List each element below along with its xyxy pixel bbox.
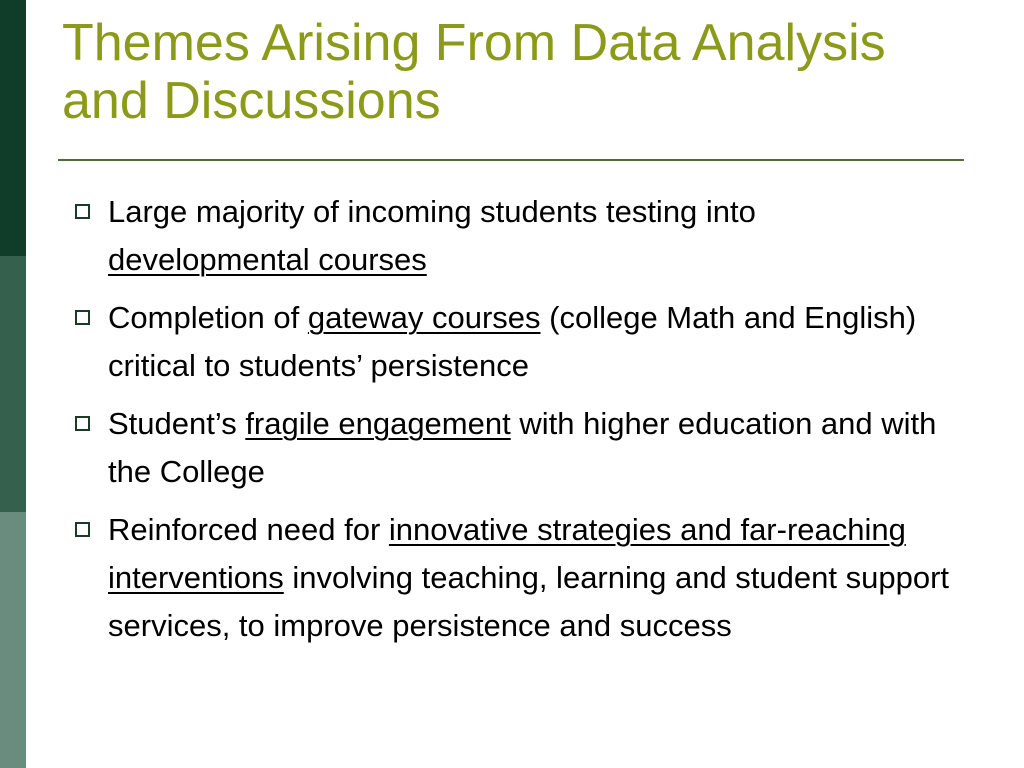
- bullet-item: [70, 188, 960, 284]
- hollow-square-bullet-icon: [75, 204, 90, 219]
- hollow-square-bullet-icon: [75, 416, 90, 431]
- bullet-text: involving teaching, learning and student support services, to improve persistence and success: [108, 560, 950, 643]
- side-accent-segment-light: [0, 512, 26, 768]
- bullet-text: with higher education and with the College: [108, 406, 937, 489]
- title-divider: [58, 159, 964, 161]
- bullet-text: Reinforced need for: [108, 512, 389, 547]
- side-accent-bar: [0, 0, 26, 768]
- bullet-text: Large majority of incoming students testing into: [108, 194, 756, 229]
- bullet-item: [70, 400, 960, 496]
- bullet-underlined-term: gateway courses: [307, 300, 541, 335]
- bullet-list: [70, 188, 960, 660]
- bullet-text: (college Math and English) critical to students’ persistence: [108, 300, 917, 383]
- bullet-underlined-term: fragile engagement: [245, 406, 511, 441]
- bullet-text: Completion of: [108, 300, 308, 335]
- bullet-underlined-term: developmental courses: [108, 242, 427, 277]
- bullet-item: [70, 506, 960, 650]
- hollow-square-bullet-icon: [75, 310, 90, 325]
- slide-title: Themes Arising From Data Analysis and Discussions: [62, 14, 886, 130]
- bullet-text: Student’s: [108, 406, 246, 441]
- side-accent-segment-dark: [0, 0, 26, 256]
- bullet-item: [70, 294, 960, 390]
- side-accent-segment-mid: [0, 256, 26, 512]
- bullet-underlined-term: innovative strategies and far-reaching interventions: [108, 512, 906, 595]
- hollow-square-bullet-icon: [75, 522, 90, 537]
